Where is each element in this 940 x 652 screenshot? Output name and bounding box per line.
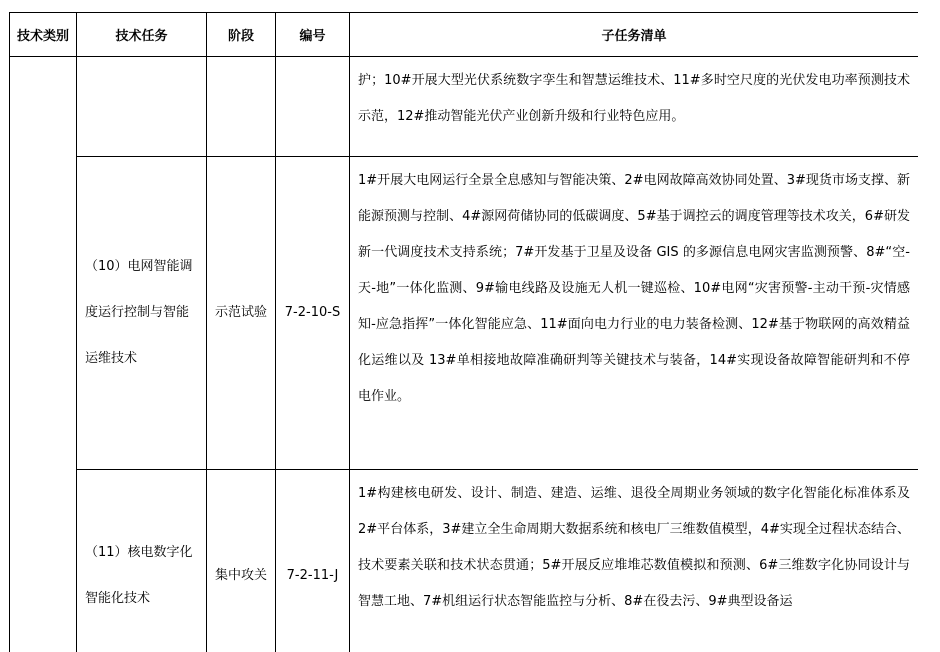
task-cell: （11）核电数字化智能化技术 (77, 470, 207, 652)
code-cell: 7-2-10-S (276, 157, 350, 470)
table-row (10, 157, 919, 470)
subtasks-cell: 1#构建核电研发、设计、制造、建造、运维、退役全周期业务领域的数字化智能化标准体系及 2#平台体系，3#建立全生命周期大数据系统和核电厂三维数值模型，4#实现全过程状态结合、技术要素关联和技术状态贯通；5#开展反应堆堆芯数值模拟和预测、6#三维数字化协同设计与智慧工地、7#机组运行状态智能监控与分析、8#在役去污、9#典型设备运 (350, 470, 919, 652)
code-cell: 7-2-11-J (276, 470, 350, 652)
stage-cell: 示范试验 (207, 157, 276, 470)
table-container (9, 12, 918, 652)
subtasks-cell: 1#开展大电网运行全景全息感知与智能决策、2#电网故障高效协同处置、3#现货市场支撑、新能源预测与控制、4#源网荷储协同的低碳调度、5#基于调控云的调度管理等技术攻关，6#研发新一代调度技术支持系统；7#开发基于卫星及设备 GIS 的多源信息电网灾害监测预警、8#“空-天-地”一体化监测、9#输电线路及设施无人机一键巡检、10#电网“灾害预警-主动干预-灾情感知-应急指挥”一体化智能应急、11#面向电力行业的电力装备检测、12#基于物联网的高效精益化运维以及 13#单相接地故障准确研判等关键技术与装备，14#实现设备故障智能研判和不停电作业。 (350, 157, 919, 470)
table-row (10, 470, 919, 652)
table-row (10, 57, 919, 157)
task-cell (77, 57, 207, 157)
code-cell (276, 57, 350, 157)
stage-cell (207, 57, 276, 157)
tech-task-table (9, 12, 918, 652)
header-stage: 阶段 (207, 13, 276, 57)
category-cell (10, 57, 77, 652)
header-category: 技术类别 (10, 13, 77, 57)
header-code: 编号 (276, 13, 350, 57)
header-task: 技术任务 (77, 13, 207, 57)
subtasks-cell: 护；10#开展大型光伏系统数字孪生和智慧运维技术、11#多时空尺度的光伏发电功率预测技术示范，12#推动智能光伏产业创新升级和行业特色应用。 (350, 57, 919, 157)
header-subtasks: 子任务清单 (350, 13, 919, 57)
task-cell: （10）电网智能调度运行控制与智能运维技术 (77, 157, 207, 470)
stage-cell: 集中攻关 (207, 470, 276, 652)
header-row (10, 13, 919, 57)
